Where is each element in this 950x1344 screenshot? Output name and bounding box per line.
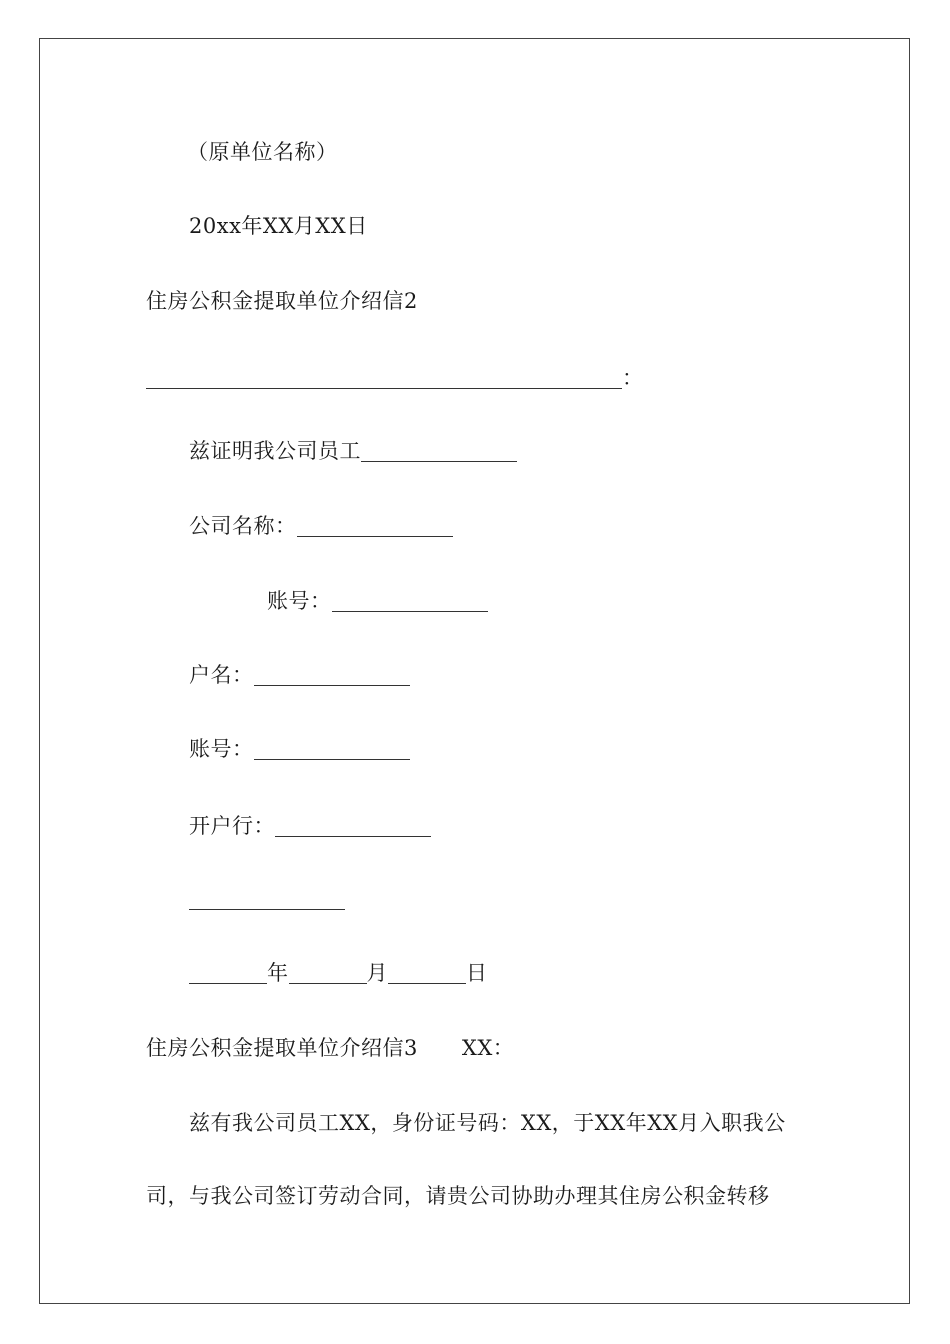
certify-line (189, 437, 517, 465)
original-unit-name: （原单位名称） (187, 140, 338, 164)
certify-text: 兹证明我公司员工 (189, 439, 361, 463)
account-label-indented: 账号： (267, 589, 332, 613)
addressee-line (146, 364, 644, 392)
month-blank[interactable] (289, 963, 367, 984)
account-blank-indented[interactable] (332, 591, 488, 612)
letter3-paragraph-line2: 司，与我公司签订劳动合同，请贵公司协助办理其住房公积金转移 (146, 1184, 770, 1208)
letter3-header (146, 1034, 514, 1062)
signature-line (189, 885, 345, 913)
company-name-label: 公司名称： (189, 514, 297, 538)
year-blank[interactable] (189, 963, 267, 984)
month-char: 月 (366, 961, 388, 985)
day-blank[interactable] (388, 963, 466, 984)
letter3-paragraph-line1: 兹有我公司员工XX，身份证号码：XX，于XX年XX月入职我公 (189, 1111, 786, 1135)
signature-blank[interactable] (189, 889, 345, 910)
addressee-colon: ： (622, 366, 644, 390)
addressee-blank[interactable] (146, 368, 622, 389)
account-line (189, 735, 410, 763)
company-name-line (189, 512, 453, 540)
account-holder-label: 户名： (189, 663, 254, 687)
letter3-title: 住房公积金提取单位介绍信3 (146, 1036, 418, 1060)
bank-blank[interactable] (275, 816, 431, 837)
account-blank[interactable] (254, 739, 410, 760)
account-holder-line (189, 661, 410, 689)
year-char: 年 (267, 961, 289, 985)
date-fill-line (189, 959, 488, 987)
day-char: 日 (466, 961, 488, 985)
account-line-indented (267, 587, 488, 615)
company-name-blank[interactable] (297, 516, 453, 537)
account-label: 账号： (189, 737, 254, 761)
bank-line (189, 812, 431, 840)
employee-name-blank[interactable] (361, 441, 517, 462)
date-template: 20xx年XX月XX日 (189, 214, 368, 238)
letter2-title: 住房公积金提取单位介绍信2 (146, 289, 418, 313)
account-holder-blank[interactable] (254, 665, 410, 686)
bank-label: 开户行： (189, 814, 275, 838)
letter3-addressee: XX： (461, 1036, 515, 1060)
